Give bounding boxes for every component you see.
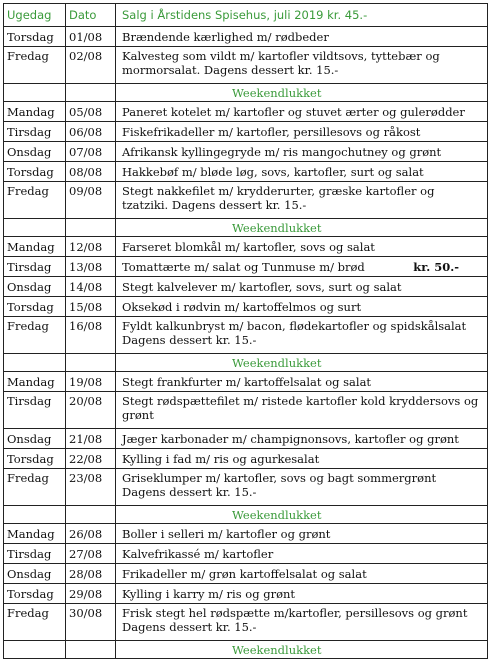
menu-day-row [4, 257, 488, 277]
menu-day-row [4, 469, 488, 506]
menu-day-row [4, 524, 488, 544]
weekend-closed-label: Weekendlukket [116, 354, 488, 372]
dish-cell: Kylling i fad m/ ris og agurkesalat [116, 449, 488, 469]
header-row [4, 4, 488, 27]
dish-cell: Oksekød i rødvin m/ kartoffelmos og surt [116, 297, 488, 317]
menu-day-row [4, 449, 488, 469]
weekday-cell: Fredag [4, 317, 66, 354]
weekend-row [4, 641, 488, 659]
weekday-cell: Fredag [4, 47, 66, 84]
menu-day-row [4, 182, 488, 219]
dish-cell: Afrikansk kyllingegryde m/ ris mangochutney og grønt [116, 142, 488, 162]
dish-cell: Stegt kalvelever m/ kartofler, sovs, surt og salat [116, 277, 488, 297]
weekday-cell: Tirsdag [4, 544, 66, 564]
date-cell: 28/08 [66, 564, 116, 584]
weekday-cell: Tirsdag [4, 122, 66, 142]
menu-day-row [4, 317, 488, 354]
dish-cell: Farseret blomkål m/ kartofler, sovs og salat [116, 237, 488, 257]
weekday-cell: Torsdag [4, 297, 66, 317]
menu-day-row [4, 237, 488, 257]
dish-cell: Kalvefrikassé m/ kartofler [116, 544, 488, 564]
date-cell [66, 354, 116, 372]
date-cell: 08/08 [66, 162, 116, 182]
weekend-row [4, 354, 488, 372]
date-cell: 29/08 [66, 584, 116, 604]
day-cell [4, 506, 66, 524]
header-day: Ugedag [4, 4, 66, 27]
weekend-closed-label: Weekendlukket [116, 506, 488, 524]
menu-day-row [4, 604, 488, 641]
dish-cell [116, 257, 488, 277]
date-cell [66, 84, 116, 102]
date-cell: 14/08 [66, 277, 116, 297]
dish-cell: Kylling i karry m/ ris og grønt [116, 584, 488, 604]
date-cell: 13/08 [66, 257, 116, 277]
date-cell: 19/08 [66, 372, 116, 392]
dish-cell: Boller i selleri m/ kartofler og grønt [116, 524, 488, 544]
day-cell [4, 641, 66, 659]
date-cell: 21/08 [66, 429, 116, 449]
weekend-closed-label: Weekendlukket [116, 641, 488, 659]
weekend-row [4, 84, 488, 102]
dish-cell: Hakkebøf m/ bløde løg, sovs, kartofler, surt og salat [116, 162, 488, 182]
weekday-cell: Fredag [4, 604, 66, 641]
dish-cell: Frisk stegt hel rødspætte m/kartofler, persillesovs og grønt Dagens dessert kr. 15.- [116, 604, 488, 641]
weekday-cell: Mandag [4, 102, 66, 122]
day-cell [4, 84, 66, 102]
weekday-cell: Torsdag [4, 449, 66, 469]
weekday-cell: Fredag [4, 182, 66, 219]
weekday-cell: Mandag [4, 524, 66, 544]
menu-day-row [4, 142, 488, 162]
weekday-cell: Torsdag [4, 27, 66, 47]
weekday-cell: Onsdag [4, 277, 66, 297]
date-cell: 26/08 [66, 524, 116, 544]
dish-text: Tomattærte m/ salat og Tunmuse m/ brød [122, 259, 365, 274]
weekday-cell: Tirsdag [4, 257, 66, 277]
dish-cell: Kalvesteg som vildt m/ kartofler vildtsovs, tyttebær og mormorsalat. Dagens dessert kr. 15.- [116, 47, 488, 84]
menu-day-row [4, 297, 488, 317]
date-cell: 02/08 [66, 47, 116, 84]
weekday-cell: Tirsdag [4, 392, 66, 429]
menu-day-row [4, 162, 488, 182]
date-cell [66, 219, 116, 237]
dish-cell: Stegt nakkefilet m/ krydderurter, græske kartofler og tzatziki. Dagens dessert kr. 15.- [116, 182, 488, 219]
special-price: kr. 50.- [413, 259, 459, 274]
menu-day-row [4, 544, 488, 564]
menu-day-row [4, 277, 488, 297]
weekday-cell: Torsdag [4, 584, 66, 604]
date-cell: 27/08 [66, 544, 116, 564]
weekday-cell: Fredag [4, 469, 66, 506]
day-cell [4, 219, 66, 237]
date-cell: 16/08 [66, 317, 116, 354]
dish-cell: Fiskefrikadeller m/ kartofler, persillesovs og råkost [116, 122, 488, 142]
menu-table-body [4, 4, 488, 659]
header-title: Salg i Årstidens Spisehus, juli 2019 kr. 45.- [116, 4, 488, 27]
menu-day-row [4, 429, 488, 449]
weekend-closed-label: Weekendlukket [116, 84, 488, 102]
date-cell: 20/08 [66, 392, 116, 429]
weekday-cell: Onsdag [4, 564, 66, 584]
weekday-cell: Onsdag [4, 429, 66, 449]
dish-cell: Fyldt kalkunbryst m/ bacon, flødekartofler og spidskålsalat Dagens dessert kr. 15.- [116, 317, 488, 354]
menu-day-row [4, 392, 488, 429]
menu-day-row [4, 122, 488, 142]
day-cell [4, 354, 66, 372]
date-cell [66, 641, 116, 659]
dish-cell: Frikadeller m/ grøn kartoffelsalat og salat [116, 564, 488, 584]
weekend-closed-label: Weekendlukket [116, 219, 488, 237]
menu-day-row [4, 372, 488, 392]
menu-day-row [4, 102, 488, 122]
date-cell: 06/08 [66, 122, 116, 142]
dish-cell: Stegt frankfurter m/ kartoffelsalat og salat [116, 372, 488, 392]
date-cell [66, 506, 116, 524]
date-cell: 22/08 [66, 449, 116, 469]
menu-day-row [4, 47, 488, 84]
date-cell: 12/08 [66, 237, 116, 257]
date-cell: 23/08 [66, 469, 116, 506]
date-cell: 09/08 [66, 182, 116, 219]
weekday-cell: Onsdag [4, 142, 66, 162]
dish-cell: Stegt rødspættefilet m/ ristede kartofler kold kryddersovs og grønt [116, 392, 488, 429]
dish-cell: Brændende kærlighed m/ rødbeder [116, 27, 488, 47]
header-date: Dato [66, 4, 116, 27]
dish-cell: Paneret kotelet m/ kartofler og stuvet ærter og gulerødder [116, 102, 488, 122]
dish-cell: Griseklumper m/ kartofler, sovs og bagt sommergrønt Dagens dessert kr. 15.- [116, 469, 488, 506]
weekday-cell: Mandag [4, 237, 66, 257]
date-cell: 07/08 [66, 142, 116, 162]
weekend-row [4, 219, 488, 237]
date-cell: 15/08 [66, 297, 116, 317]
menu-day-row [4, 584, 488, 604]
date-cell: 30/08 [66, 604, 116, 641]
date-cell: 05/08 [66, 102, 116, 122]
weekday-cell: Mandag [4, 372, 66, 392]
weekend-row [4, 506, 488, 524]
menu-day-row [4, 564, 488, 584]
menu-day-row [4, 27, 488, 47]
lunch-menu-table [3, 3, 488, 659]
weekday-cell: Torsdag [4, 162, 66, 182]
date-cell: 01/08 [66, 27, 116, 47]
dish-cell: Jæger karbonader m/ champignonsovs, kartofler og grønt [116, 429, 488, 449]
